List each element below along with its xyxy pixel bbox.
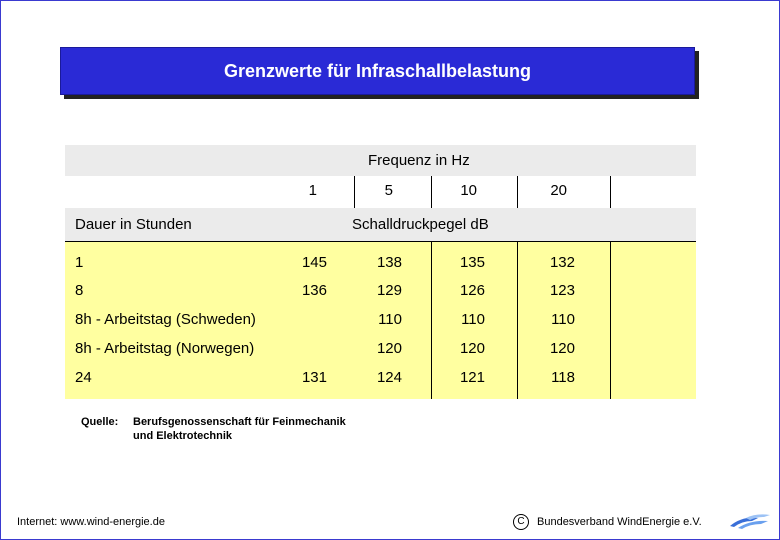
column-divider	[610, 242, 611, 399]
table-cell: 135	[459, 254, 485, 271]
frequency-value: 20	[550, 182, 567, 199]
row-label: 1	[75, 254, 84, 271]
table-cell: 136	[301, 282, 327, 299]
table-cell: 120	[549, 340, 575, 357]
table-cell: 120	[459, 340, 485, 357]
limits-table	[65, 145, 696, 399]
table-cell: 110	[378, 311, 402, 328]
table-cell: 129	[376, 282, 402, 299]
row-label: 24	[75, 369, 92, 386]
source-line-1: Berufsgenossenschaft für Feinmechanik	[133, 416, 346, 428]
footer-internet: Internet: www.wind-energie.de	[17, 516, 165, 528]
table-cell: 121	[459, 369, 485, 386]
frequency-header: Frequenz in Hz	[368, 152, 470, 169]
column-divider	[517, 242, 518, 399]
table-cell: 138	[376, 254, 402, 271]
source-line-2: und Elektrotechnik	[133, 430, 233, 442]
table-cell: 124	[376, 369, 402, 386]
footer-organization: Bundesverband WindEnergie e.V.	[537, 516, 702, 528]
copyright-icon: C	[513, 514, 529, 530]
table-cell: 110	[461, 311, 485, 328]
row-label: 8h - Arbeitstag (Norwegen)	[75, 340, 255, 357]
row-label: 8h - Arbeitstag (Schweden)	[75, 311, 256, 328]
table-cell: 118	[551, 369, 575, 386]
value-header: Schalldruckpegel dB	[352, 216, 489, 233]
table-cell: 131	[301, 369, 327, 386]
title-bar	[60, 47, 695, 95]
table-cell: 120	[376, 340, 402, 357]
column-divider	[431, 242, 432, 399]
table-cell: 110	[551, 311, 575, 328]
slide-title: Grenzwerte für Infraschallbelastung	[223, 60, 532, 81]
table-cell: 126	[459, 282, 485, 299]
table-cell: 145	[301, 254, 327, 271]
column-divider	[431, 176, 432, 208]
column-divider	[610, 176, 611, 208]
table-cell: 123	[549, 282, 575, 299]
footer-copyright	[513, 514, 702, 530]
bwe-wind-logo-icon	[728, 512, 772, 530]
frequency-value: 5	[384, 182, 393, 199]
source-label: Quelle:	[81, 416, 119, 428]
column-divider	[354, 176, 355, 208]
table-cell: 132	[549, 254, 575, 271]
column-divider	[517, 176, 518, 208]
frequency-value: 10	[460, 182, 477, 199]
row-header: Dauer in Stunden	[75, 216, 192, 233]
row-label: 8	[75, 282, 84, 299]
frequency-value: 1	[308, 182, 317, 199]
